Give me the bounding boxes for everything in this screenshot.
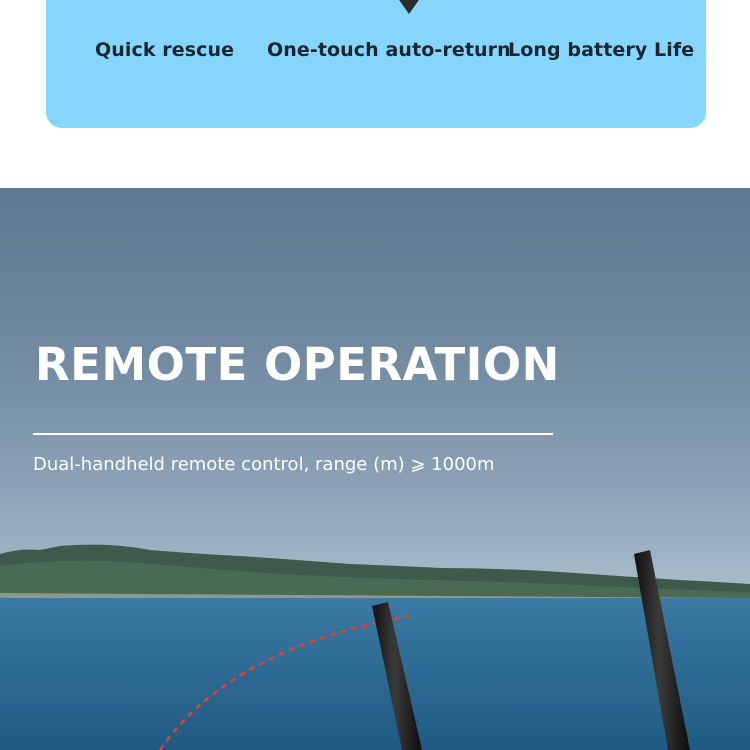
battery-icon [580, 0, 660, 10]
lifebuoy-icon [163, 0, 243, 6]
feature-label: Quick rescue [95, 39, 235, 61]
hero-subtitle: Dual-handheld remote control, range (m) ⩾ 1000m [33, 454, 495, 475]
remote-operation-banner [0, 188, 750, 750]
hero-title: REMOTE OPERATION [35, 338, 560, 391]
title-divider [33, 433, 553, 435]
location-pin-icon [379, 0, 439, 20]
feature-card [46, 0, 706, 128]
feature-label: Long battery Life [508, 39, 695, 61]
feature-label: One-touch auto-return [267, 39, 511, 61]
